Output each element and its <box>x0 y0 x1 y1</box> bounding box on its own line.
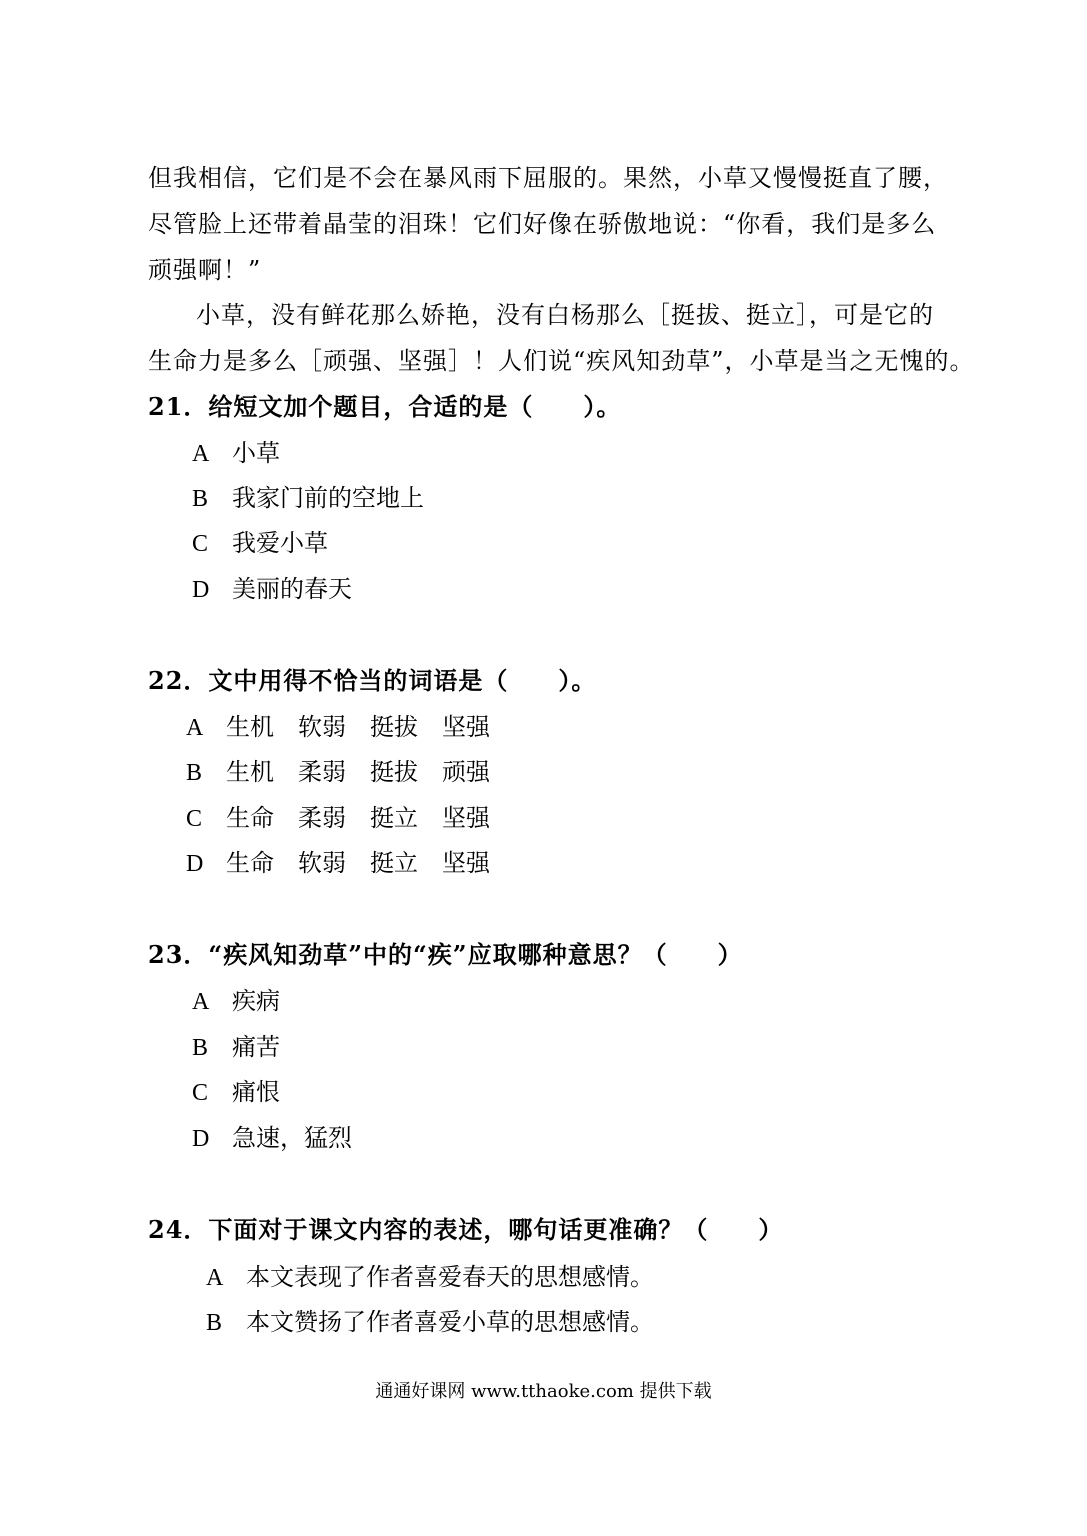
page-footer: 通通好课网 www.tthaoke.com 提供下载 <box>375 1381 712 1402</box>
option-word: 生机 <box>226 713 274 741</box>
question-23-option-c: C 痛恨 <box>192 1078 280 1106</box>
option-word: 坚强 <box>442 713 490 741</box>
question-21-option-b: B 我家门前的空地上 <box>192 484 424 512</box>
question-21-option-a: A 小草 <box>192 439 280 467</box>
question-21-option-c: C 我爱小草 <box>192 529 328 557</box>
option-word: 软弱 <box>298 713 346 741</box>
option-word: 生命 <box>226 849 274 877</box>
question-22-option-d: D 生命 软弱 挺立 坚强 <box>186 849 490 877</box>
question-23-option-b: B 痛苦 <box>192 1033 280 1061</box>
option-word: 生机 <box>226 758 274 786</box>
question-24-stem: 24．下面对于课文内容的表述，哪句话更准确？（ ） <box>148 1215 784 1244</box>
option-word: 坚强 <box>442 804 490 832</box>
question-21-option-d: D 美丽的春天 <box>192 575 352 603</box>
option-word: 坚强 <box>442 849 490 877</box>
passage-line-5: 生命力是多么［顽强、坚强］！人们说“疾风知劲草”，小草是当之无愧的。 <box>148 347 975 375</box>
question-24-option-a: A 本文表现了作者喜爱春天的思想感情。 <box>206 1263 654 1291</box>
option-word: 生命 <box>226 804 274 832</box>
question-24-option-b: B 本文赞扬了作者喜爱小草的思想感情。 <box>206 1308 654 1336</box>
question-22-option-b: B 生机 柔弱 挺拔 顽强 <box>186 758 490 786</box>
option-word: 柔弱 <box>298 758 346 786</box>
passage-line-2: 尽管脸上还带着晶莹的泪珠！它们好像在骄傲地说：“你看，我们是多么 <box>148 210 937 238</box>
option-word: 软弱 <box>298 849 346 877</box>
passage-line-1: 但我相信，它们是不会在暴风雨下屈服的。果然，小草又慢慢挺直了腰， <box>148 164 948 192</box>
question-22-option-a: A 生机 软弱 挺拔 坚强 <box>186 713 490 741</box>
option-word: 挺拔 <box>370 713 418 741</box>
question-22-option-c: C 生命 柔弱 挺立 坚强 <box>186 804 490 832</box>
question-23-option-a: A 疾病 <box>192 987 280 1015</box>
option-word: 顽强 <box>442 758 490 786</box>
option-word: 柔弱 <box>298 804 346 832</box>
question-21-stem: 21．给短文加个题目，合适的是（ ）。 <box>148 392 622 421</box>
question-23-stem: 23．“疾风知劲草”中的“疾”应取哪种意思？（ ） <box>148 940 743 969</box>
passage-line-4: 小草，没有鲜花那么娇艳，没有白杨那么［挺拔、挺立］，可是它的 <box>196 301 934 329</box>
question-22-stem: 22．文中用得不恰当的词语是（ ）。 <box>148 666 597 695</box>
passage-line-3: 顽强啊！” <box>148 256 262 284</box>
option-word: 挺立 <box>370 849 418 877</box>
option-word: 挺拔 <box>370 758 418 786</box>
question-23-option-d: D 急速，猛烈 <box>192 1124 352 1152</box>
option-word: 挺立 <box>370 804 418 832</box>
